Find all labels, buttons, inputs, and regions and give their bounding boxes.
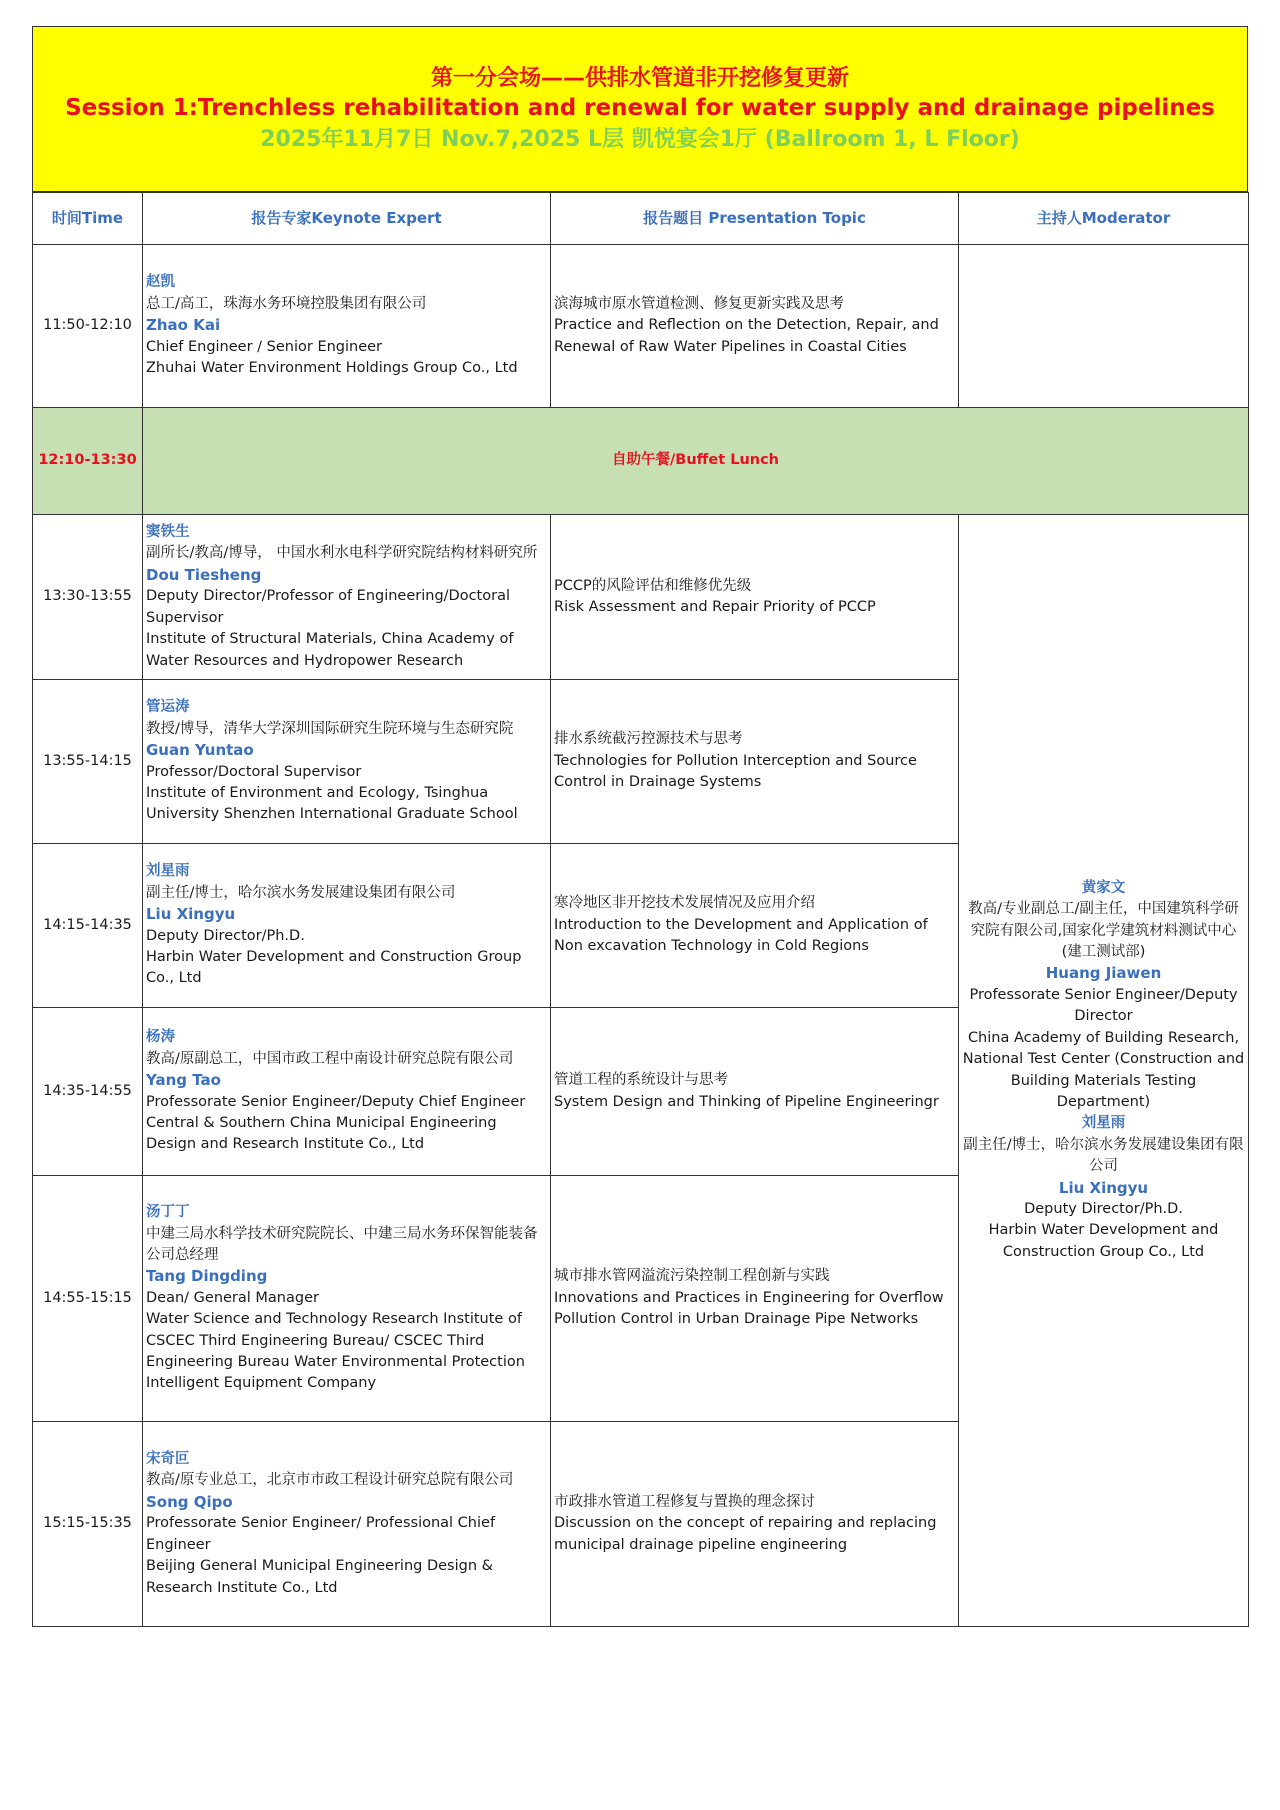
expert-cn-title: 总工/高工，珠海水务环境控股集团有限公司: [146, 295, 427, 312]
session-title-en: Session 1:Trenchless rehabilitation and renewal for water supply and drainage pipelines: [65, 95, 1215, 122]
header-moderator: 主持人Moderator: [959, 193, 1249, 245]
topic-cn: 排水系统截污控源技术与思考: [554, 731, 743, 748]
schedule-row: [33, 245, 1249, 408]
expert-cn-title: 中建三局水科学技术研究院院长、中建三局水务环保智能装备公司总经理: [146, 1225, 538, 1263]
header-time: 时间Time: [33, 193, 143, 245]
expert-en-org: Institute of Environment and Ecology, Tsinghua University Shenzhen International Graduate School: [146, 784, 518, 823]
topic-cell: [551, 1422, 959, 1627]
header-row: [33, 193, 1249, 245]
moderator-cell-empty: [959, 245, 1249, 408]
expert-en-title: Deputy Director/Professor of Engineering/Doctoral Supervisor: [146, 588, 510, 626]
expert-cn-title: 副主任/博士，哈尔滨水务发展建设集团有限公司: [146, 884, 456, 901]
time-cell: 13:55-14:15: [33, 680, 143, 844]
topic-en: System Design and Thinking of Pipeline Engineeringr: [554, 1093, 939, 1110]
moderator-1-cn-name: 黄家文: [1081, 879, 1126, 896]
expert-en-org: Central & Southern China Municipal Engineering Design and Research Institute Co., Ltd: [146, 1114, 497, 1153]
moderator-2-cn-name: 刘星雨: [1081, 1115, 1126, 1132]
header-expert: 报告专家Keynote Expert: [143, 193, 551, 245]
session-title-cn: 第一分会场——供排水管道非开挖修复更新: [430, 65, 849, 91]
lunch-label: 自助午餐/Buffet Lunch: [143, 408, 1249, 515]
session-date-venue: 2025年11月7日 Nov.7,2025 L层 凯悦宴会1厅 (Ballroom 1, L Floor): [260, 126, 1020, 152]
moderator-cell: [959, 515, 1249, 1627]
topic-en: Risk Assessment and Repair Priority of PCCP: [554, 599, 876, 615]
topic-cn: 寒冷地区非开挖技术发展情况及应用介绍: [554, 895, 815, 912]
expert-cell: [143, 515, 551, 680]
moderator-1-en-org: China Academy of Building Research, National Test Center (Construction and Building Materials Testing Department): [962, 1029, 1245, 1110]
expert-cell: [143, 1422, 551, 1627]
expert-en-org: Harbin Water Development and Construction Group Co., Ltd: [146, 948, 522, 987]
expert-cn-title: 教授/博导，清华大学深圳国际研究生院环境与生态研究院: [146, 720, 514, 737]
expert-en-name: Zhao Kai: [146, 316, 221, 335]
session-banner: [32, 26, 1248, 192]
expert-cn-name: 赵凯: [146, 274, 175, 291]
lunch-time: 12:10-13:30: [33, 408, 143, 515]
expert-en-name: Yang Tao: [146, 1071, 221, 1090]
expert-en-title: Professorate Senior Engineer/Deputy Chief Engineer: [146, 1093, 526, 1110]
expert-en-name: Liu Xingyu: [146, 905, 236, 924]
time-cell: 15:15-15:35: [33, 1422, 143, 1627]
expert-cn-name: 管运涛: [146, 699, 190, 716]
expert-cn-name: 杨涛: [146, 1029, 175, 1046]
topic-en: Technologies for Pollution Interception and Source Control in Drainage Systems: [554, 752, 917, 791]
topic-cell: [551, 1176, 959, 1422]
moderator-2-cn-title: 副主任/博士，哈尔滨水务发展建设集团有限公司: [963, 1136, 1244, 1175]
schedule-sheet: [32, 26, 1248, 1627]
topic-cn: 滨海城市原水管道检测、修复更新实践及思考: [554, 295, 844, 312]
expert-en-org: Water Science and Technology Research Institute of CSCEC Third Engineering Bureau/ CSCEC Third Engineering Bureau Water Environmental Protection Intelligent Equipment Company: [146, 1311, 525, 1392]
topic-cn: 市政排水管道工程修复与置换的理念探讨: [554, 1493, 815, 1510]
expert-en-name: Tang Dingding: [146, 1267, 268, 1286]
moderator-2-en-title: Deputy Director/Ph.D.: [1024, 1200, 1183, 1217]
expert-en-title: Professorate Senior Engineer/ Professional Chief Engineer: [146, 1515, 496, 1553]
topic-cn: 管道工程的系统设计与思考: [554, 1072, 728, 1089]
expert-en-name: Song Qipo: [146, 1492, 233, 1511]
time-cell: 13:30-13:55: [33, 515, 143, 680]
expert-en-org: Institute of Structural Materials, China Academy of Water Resources and Hydropower Research: [146, 631, 514, 669]
topic-cn: 城市排水管网溢流污染控制工程创新与实践: [554, 1268, 830, 1285]
expert-cn-name: 窦铁生: [146, 524, 190, 541]
time-cell: 14:15-14:35: [33, 844, 143, 1008]
expert-cell: [143, 1008, 551, 1176]
header-topic: 报告题目 Presentation Topic: [551, 193, 959, 245]
expert-en-title: Professor/Doctoral Supervisor: [146, 763, 362, 780]
expert-en-title: Dean/ General Manager: [146, 1289, 319, 1306]
expert-en-title: Deputy Director/Ph.D.: [146, 927, 305, 944]
topic-cn: PCCP的风险评估和维修优先级: [554, 577, 752, 594]
topic-en: Innovations and Practices in Engineering for Overflow Pollution Control in Urban Drainage Pipe Networks: [554, 1289, 944, 1328]
schedule-row: [33, 515, 1249, 680]
expert-cn-name: 刘星雨: [146, 863, 190, 880]
moderator-2-en-name: Liu Xingyu: [1058, 1178, 1149, 1197]
expert-cn-name: 汤丁丁: [146, 1204, 190, 1221]
time-cell: 14:35-14:55: [33, 1008, 143, 1176]
topic-en: Practice and Reflection on the Detection, Repair, and Renewal of Raw Water Pipelines in Coastal Cities: [554, 317, 939, 355]
moderator-1-cn-title: 教高/专业副总工/副主任，中国建筑科学研究院有限公司,国家化学建筑材料测试中心(建工测试部): [968, 901, 1239, 961]
expert-en-name: Guan Yuntao: [146, 741, 254, 760]
time-cell: 14:55-15:15: [33, 1176, 143, 1422]
topic-cell: [551, 515, 959, 680]
expert-en-org: Beijing General Municipal Engineering Design & Research Institute Co., Ltd: [146, 1558, 493, 1596]
moderator-2-en-org: Harbin Water Development and Construction Group Co., Ltd: [988, 1222, 1219, 1260]
expert-cn-title: 副所长/教高/博导， 中国水利水电科学研究院结构材料研究所: [146, 545, 538, 562]
expert-en-name: Dou Tiesheng: [146, 565, 262, 584]
expert-en-title: Chief Engineer / Senior Engineer: [146, 338, 383, 355]
moderator-1-en-name: Huang Jiawen: [1045, 964, 1162, 983]
schedule-table: [32, 192, 1249, 1627]
expert-cn-title: 教高/原副总工，中国市政工程中南设计研究总院有限公司: [146, 1050, 514, 1067]
expert-en-org: Zhuhai Water Environment Holdings Group Co., Ltd: [146, 360, 518, 377]
time-cell: 11:50-12:10: [33, 245, 143, 408]
topic-cell: [551, 844, 959, 1008]
expert-cell: [143, 1176, 551, 1422]
topic-en: Discussion on the concept of repairing and replacing municipal drainage pipeline engineering: [554, 1515, 937, 1553]
moderator-1-en-title: Professorate Senior Engineer/Deputy Director: [969, 986, 1238, 1025]
topic-cell: [551, 680, 959, 844]
expert-cell: [143, 245, 551, 408]
topic-cell: [551, 245, 959, 408]
expert-cell: [143, 680, 551, 844]
topic-cell: [551, 1008, 959, 1176]
expert-cn-title: 教高/原专业总工，北京市市政工程设计研究总院有限公司: [146, 1472, 514, 1489]
lunch-row: [33, 408, 1249, 515]
topic-en: Introduction to the Development and Application of Non excavation Technology in Cold Regions: [554, 916, 928, 955]
expert-cell: [143, 844, 551, 1008]
expert-cn-name: 宋奇叵: [146, 1451, 190, 1468]
